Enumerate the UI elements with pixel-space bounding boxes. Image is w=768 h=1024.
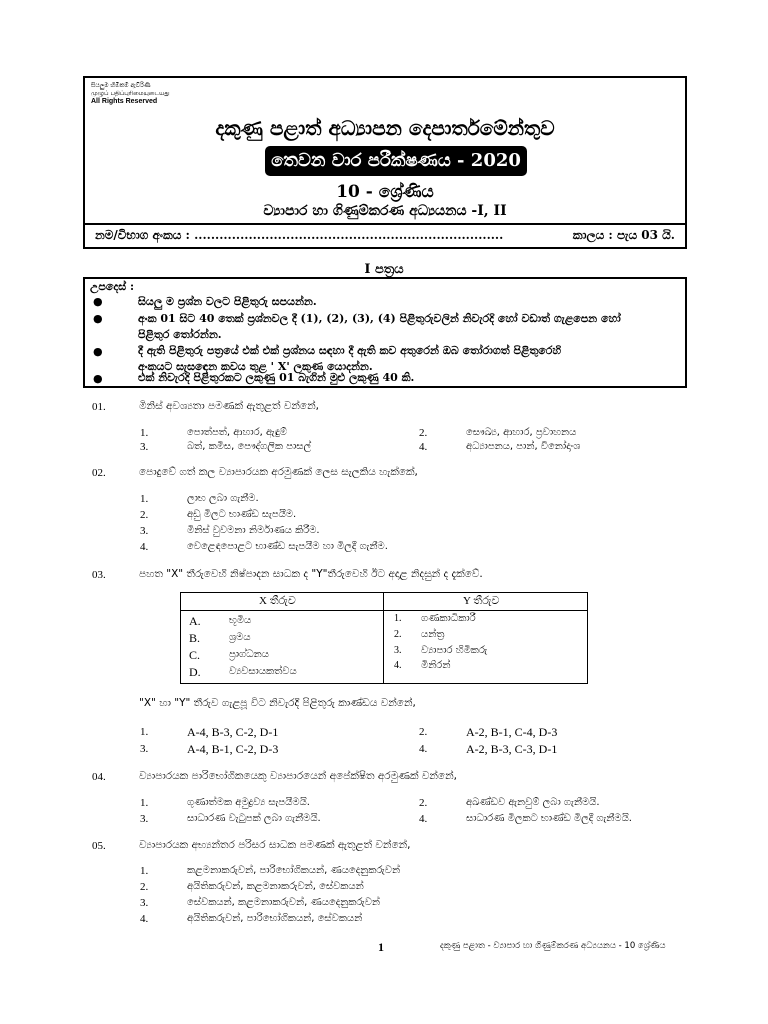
x-row-text: ශ්‍රමය [229,632,251,643]
option-number: 3. [140,813,149,825]
y-row-label: 1. [394,613,402,624]
option-text: අඛණ්ඩව ඇනවුම් ලබා ගැනීමයි. [466,797,600,808]
instruction-item: සියලු ම ප්‍රශ්න වලට පිළිතුරු සපයන්න. [138,295,317,308]
copyright-notice [91,82,170,106]
x-row-text: ව්‍යවසායකත්වය [229,666,297,677]
option-number: 2. [419,797,428,809]
option-text: අඩු මිලට භාණ්ඩ සැපයීම. [187,509,297,520]
instruction-item: අංක 01 සිට 40 තෙක් ප්‍රශ්නවල දී (1), (2), (3), (4) පිළිතුරුවලින් නිවැරදි හෝ වඩාත් ගැළපෙන හෝ [138,312,621,325]
option-text: සේවකයන්, කළමනාකරුවන්, ණයදෙනුකරුවන් [187,897,381,908]
option-number: 2. [419,427,428,439]
y-row-text: ව්‍යාපාර හිමිකරු [421,645,488,656]
option-text: සාධාරණ වැටුපක් ලබා ගැනීමයි. [187,813,321,824]
grade-label: 10 - ශ්‍රේණිය [336,182,434,202]
option-text: අධ්‍යාපනය, පාන්, විනෝදාංශ [466,441,581,452]
option-number: 1. [140,493,149,505]
option-number: 1. [140,865,149,877]
bullet-icon: ● [93,312,103,325]
option-number: 3. [140,525,149,537]
option-text: ලාභ ලබා ගැනීම. [187,493,259,504]
option-text: ගුණාත්මක අමුද්‍රව්‍ය සැපයීමයි. [187,797,310,808]
option-text: A-2, B-3, C-3, D-1 [466,742,558,756]
question-text: පහත "X" තීරුවෙහි නිෂ්පාදන සාධක ද "Y"තීරුවෙහි ඊට අදාළ නිදසුන් ද දැක්වේ. [139,568,483,580]
x-row-label: B. [189,631,201,645]
bullet-icon: ● [93,372,103,385]
option-text: සෞඛ්‍ය, ආහාර, ප්‍රවාහනය [466,427,577,438]
option-number: 4. [419,813,428,825]
paper-title: I පත්‍රය [364,262,404,277]
bullet-icon: ● [93,295,103,308]
y-row-label: 3. [394,645,402,656]
instruction-item: දී ඇති පිළිතුරු පත්‍රයේ එක් එක් ප්‍රශ්නය සඳහා දී ඇති කව අතුරෙන් ඔබ තෝරාගත් පිළිතුරෙහි [138,344,562,357]
subject-title: ව්‍යාපාර හා ගිණුම්කරණ අධ්‍යයනය -I, II [263,203,507,219]
question-number: 02. [92,467,106,479]
x-row-label: D. [189,665,201,679]
option-text: අයිතිකරුවන්, කළමනාකරුවන්, සේවකයන් [187,881,364,892]
option-number: 2. [140,509,149,521]
column-y-header: Y තීරුව [463,595,500,607]
option-text: මිනිස් වුවමනා නිර්මාණය කිරීම. [187,525,320,536]
option-number: 4. [419,441,428,453]
page-number: 1 [378,940,384,954]
option-text: A-2, B-1, C-4, D-3 [466,725,558,739]
option-text: A-4, B-1, C-2, D-3 [187,742,279,756]
instruction-item: අංකයට සැසඳෙන කවය තුළ ' X' ලකුණ යොදන්න. [138,360,373,373]
option-number: 1. [140,427,149,439]
y-row-label: 4. [394,660,402,671]
y-row-text: මිනිරන් [421,660,451,671]
option-text: කළමනාකරුවන්, පාරිභෝගිකයන්, ණයදෙනුකරුවන් [187,865,401,876]
option-text: වෙළෙඳපොළට භාණ්ඩ සැපයීම හා මිලදී ගැනීම. [187,541,388,552]
x-row-text: ප්‍රාග්ධනය [229,649,269,660]
option-number: 2. [140,881,149,893]
option-text: A-4, B-3, C-2, D-1 [187,725,279,739]
instructions-title: උපදෙස් : [90,280,135,293]
option-number: 2. [419,726,428,738]
table-divider [383,593,384,683]
instruction-item: පිළිතුර තෝරන්න. [138,328,222,341]
x-row-label: A. [189,614,201,628]
y-row-text: යන්ත්‍ර [421,629,445,640]
column-x-header: X තීරුව [259,595,296,607]
question-text: ව්‍යාපාරයක පාරිභෝගිකයෙකු ව්‍යාපාරයෙන් අපේක්ෂිත අරමුණක් වන්නේ, [139,770,457,782]
rights-english: All Rights Reserved [91,98,158,105]
instructions-box [83,277,687,388]
footer-text: දකුණු පළාත - ව්‍යාපාර හා ගිණුම්කරණ අධ්‍යයනය - 10 ශ්‍රේණිය [440,941,666,951]
time-allowed: කාලය : පැය 03 යි. [572,228,675,242]
option-number: 3. [140,441,149,453]
question-text: මිනිස් අවශ්‍යතා පමණක් ඇතුළත් වන්නේ, [139,400,319,412]
instruction-item: එක් නිවැරදි පිළිතුරකට ලකුණු 01 බැගින් මුළු ලකුණු 40 කි. [138,371,415,384]
rights-tamil: முழுப் பதிப்புரிமையுடையது [91,90,170,97]
y-row-text: ගණකාධිකාරී [421,613,476,624]
name-index-field: නම/විභාග අංකය : .......................................................................... [95,228,504,242]
x-row-text: භූමිය [229,615,252,626]
option-number: 1. [140,726,149,738]
department-title: දකුණු පළාත් අධ්‍යාපන දෙපාර්තමේන්තුව [215,116,555,140]
option-text: බත්, කමිස, පෞද්ගලික පාසල් [187,441,312,452]
question-number: 05. [92,840,106,852]
question-text: පොදුවේ ගත් කල ව්‍යාපාරයක අරමුණක් ලෙස සැලකිය හැක්කේ, [139,466,418,478]
option-text: අයිතිකරුවන්, පාරිභෝගිකයන්, සේවකයන් [187,913,363,924]
header-divider [85,223,685,225]
table-header-rule [181,610,587,611]
option-number: 1. [140,797,149,809]
x-row-label: C. [189,648,201,662]
option-number: 4. [140,913,149,925]
question-text: ව්‍යාපාරයක අභ්‍යන්තර පරිසර සාධක පමණක් ඇතුළත් වන්නේ, [139,839,411,851]
option-number: 3. [140,743,149,755]
option-number: 4. [140,541,149,553]
question-subtext: "X" හා "Y" තීරුව ගැළපූ විට නිවැරදි පිළිතුරු කාණ්ඩය වන්නේ, [139,697,416,709]
option-number: 4. [419,743,428,755]
question-number: 01. [92,401,106,413]
matching-table [180,592,588,684]
bullet-icon: ● [93,345,103,358]
option-text: පොත්පත්, ආහාර, ඇඳුම් [187,427,287,438]
header-box [83,76,687,249]
y-row-label: 2. [394,629,402,640]
option-number: 3. [140,897,149,909]
question-number: 04. [92,771,106,783]
option-text: සාධාරණ මිලකට භාණ්ඩ මිලදී ගැනීමයි. [466,813,632,824]
exam-title-banner: තෙවන වාර පරීක්ෂණය - 2020 [265,146,527,176]
question-number: 03. [92,569,106,581]
rights-sinhala: සියලුම හිමිකම් ඇවිරිණි [91,82,151,89]
